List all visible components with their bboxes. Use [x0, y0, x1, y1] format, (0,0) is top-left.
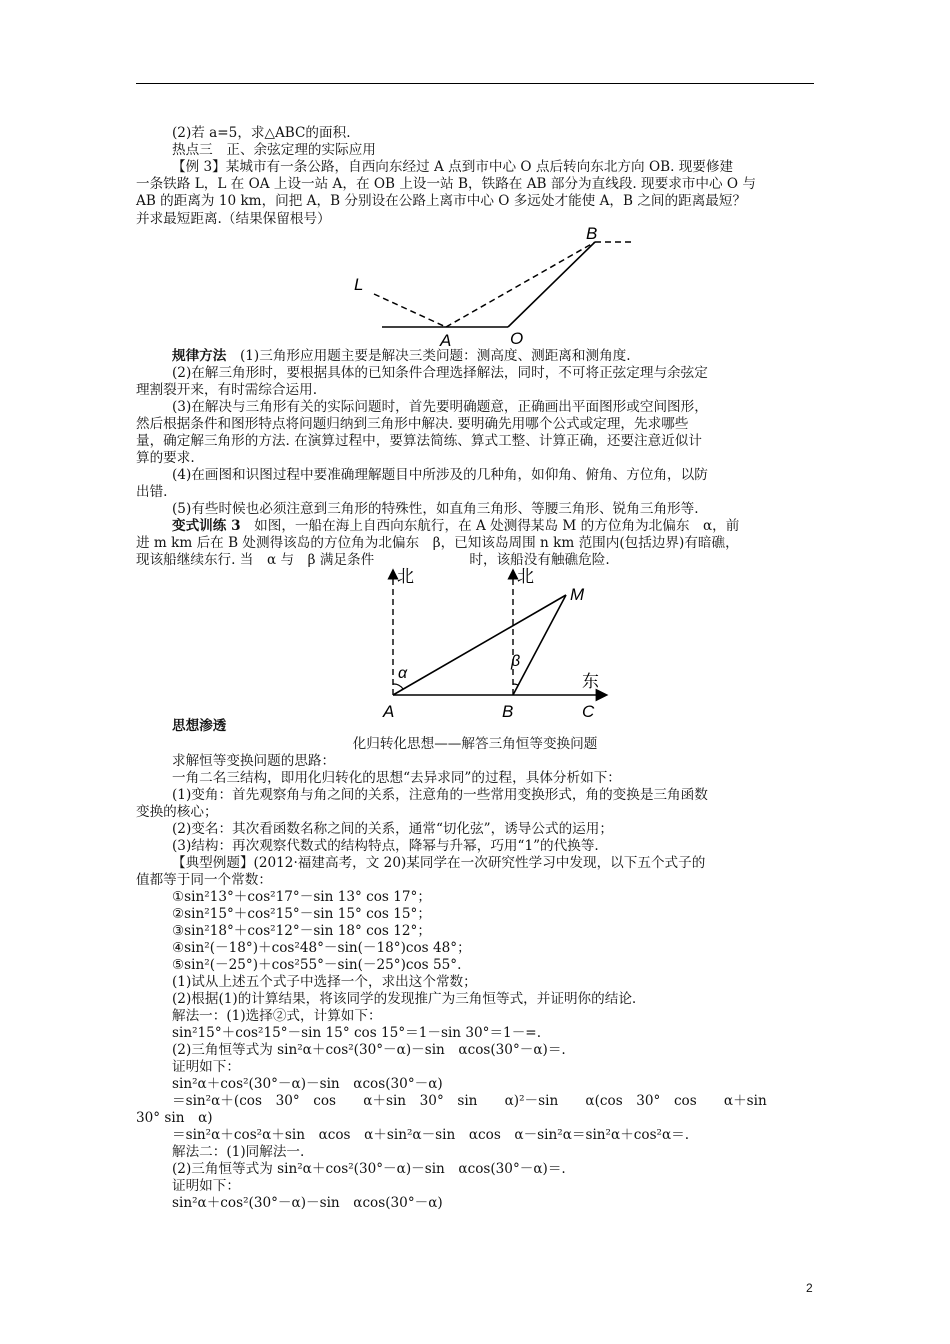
text-line: 理割裂开来，有时需综合运用.	[136, 382, 318, 398]
formula-line: ④sin²(－18°)＋cos²48°－sin(－18°)cos 48°；	[172, 940, 471, 956]
text-line: 证明如下：	[172, 1178, 240, 1194]
text-line	[172, 518, 739, 535]
label-L: L	[354, 275, 364, 294]
text-line: 算的要求.	[136, 450, 195, 466]
text-line: 现该船继续东行. 当 α 与 β 满足条件 时，该船没有触礁危险.	[136, 552, 610, 568]
text-line: 解法二：(1)同解法一.	[172, 1144, 305, 1160]
text-line: 【例 3】某城市有一条公路，自西向东经过 A 点到市中心 O 点后转向东北方向 OB. 现要修建	[172, 159, 734, 175]
text-line: 证明如下：	[172, 1059, 240, 1075]
text-line: (1)试从上述五个式子中选择一个，求出这个常数；	[172, 974, 477, 990]
page-number: 2	[806, 1281, 813, 1295]
formula-line: (2)三角恒等式为 sin²α＋cos²(30°－α)－sin αcos(30°－α)＝.	[172, 1042, 566, 1058]
label-B: B	[586, 224, 598, 243]
text-line: 进 m km 后在 B 处测得该岛的方位角为北偏东 β，已知该岛周围 n km 范围内(包括边界)有暗礁，	[136, 535, 739, 551]
text-line: 量，确定解三角形的方法. 在演算过程中，要算法简练、算式工整、计算正确，还要注意近似计	[136, 433, 702, 449]
formula-line: ＝sin²α＋(cos 30° cos α＋sin 30° sin α)²－sin α(cos 30° cos α＋sin	[172, 1093, 767, 1109]
text-line: (5)有些时候也必须注意到三角形的特殊性，如直角三角形、等腰三角形、锐角三角形等.	[172, 501, 699, 517]
label-north-1: 北	[397, 567, 414, 586]
inline-text: 如图，一船在海上自西向东航行，在 A 处测得某岛 M 的方位角为北偏东 α，前	[240, 518, 740, 534]
label-A: A	[440, 331, 452, 348]
text-line: 出错.	[136, 484, 168, 500]
label-alpha: α	[398, 665, 408, 682]
text-line: (4)在画图和识图过程中要准确理解题目中所涉及的几种角，如仰角、俯角、方位角，以防	[172, 467, 708, 483]
label-O: O	[510, 329, 524, 348]
text-line: 并求最短距离.（结果保留根号）	[136, 211, 331, 227]
text-line: 值都等于同一个常数：	[136, 872, 272, 888]
figure-ship-island	[370, 562, 620, 722]
inline-label: 变式训练 3	[172, 518, 241, 534]
section-heading: 热点三 正、余弦定理的实际应用	[172, 142, 376, 158]
label-north-2: 北	[517, 567, 534, 586]
figure-road-railway	[340, 218, 640, 348]
header-rule	[136, 83, 814, 84]
railway-dashed-left	[374, 294, 446, 327]
text-line: (1)变角：首先观察角与角之间的关系，注意角的一些常用变换形式，角的变换是三角函数	[172, 787, 708, 803]
label-beta: β	[511, 653, 521, 670]
label-east: 东	[582, 672, 599, 691]
formula-line: ③sin²18°＋cos²12°－sin 18° cos 12°；	[172, 923, 431, 939]
text-line: 变换的核心；	[136, 804, 218, 820]
formula-line: 30° sin α)	[136, 1110, 213, 1126]
text-line: 求解恒等变换问题的思路：	[172, 753, 336, 769]
text-line: (2)变名：其次看函数名称之间的关系，通常“切化弦”，诱导公式的运用；	[172, 821, 613, 837]
label-M: M	[570, 585, 585, 604]
text-line: 【典型例题】(2012·福建高考，文 20)某同学在一次研究性学习中发现，以下五个式子的	[172, 855, 706, 871]
text-line: (3)结构：再次观察代数式的结构特点，降幂与升幂，巧用“1”的代换等.	[172, 838, 599, 854]
section-heading: 思想渗透	[172, 718, 227, 734]
formula-line: ①sin²13°＋cos²17°－sin 13° cos 17°；	[172, 889, 431, 905]
text-line: (2)根据(1)的计算结果，将该同学的发现推广为三角恒等式，并证明你的结论.	[172, 991, 637, 1007]
road-northeast	[508, 242, 595, 327]
inline-text: (1)三角形应用题主要是解决三类问题：测高度、测距离和测角度.	[226, 348, 631, 364]
formula-line: ⑤sin²(－25°)＋cos²55°－sin(－25°)cos 55°.	[172, 957, 462, 973]
inline-label: 规律方法	[172, 348, 227, 364]
label-A: A	[383, 702, 395, 721]
text-line: (3)在解决与三角形有关的实际问题时，首先要明确题意，正确画出平面图形或空间图形，	[172, 399, 708, 415]
text-line: 一条铁路 L，L 在 OA 上设一站 A，在 OB 上设一站 B，铁路在 AB 部分为直线段. 现要求市中心 O 与	[136, 176, 756, 192]
text-line: 一角二名三结构，即用化归转化的思想“去异求同”的过程，具体分析如下：	[172, 770, 621, 786]
angle-beta-arc	[513, 684, 518, 685]
section-subtitle: 化归转化思想——解答三角恒等变换问题	[352, 736, 598, 752]
label-B: B	[502, 702, 514, 721]
text-line: AB 的距离为 10 km，问把 A，B 分别设在公路上离市中心 O 多远处才能使 A，B 之间的距离最短？	[136, 193, 747, 209]
formula-line: sin²α＋cos²(30°－α)－sin αcos(30°－α)	[172, 1195, 443, 1211]
formula-line: ＝sin²α＋cos²α＋sin αcos α＋sin²α－sin αcos α－sin²α＝sin²α＋cos²α＝.	[172, 1127, 690, 1143]
label-C: C	[582, 702, 595, 721]
formula-line: sin²α＋cos²(30°－α)－sin αcos(30°－α)	[172, 1076, 443, 1092]
text-line: (2)若 a=5，求△ABC的面积.	[172, 125, 351, 141]
formula-line: (2)三角恒等式为 sin²α＋cos²(30°－α)－sin αcos(30°－α)＝.	[172, 1161, 566, 1177]
text-line	[172, 348, 631, 365]
angle-alpha-arc	[393, 684, 403, 689]
formula-line: sin²15°＋cos²15°－sin 15° cos 15°＝1－sin 30°＝1－=.	[172, 1025, 542, 1041]
text-line: 然后根据条件和图形特点将问题归纳到三角形中解决. 要明确先用哪个公式或定理，先求哪些	[136, 416, 689, 432]
formula-line: ②sin²15°＋cos²15°－sin 15° cos 15°；	[172, 906, 431, 922]
text-line: 解法一：(1)选择②式，计算如下：	[172, 1008, 382, 1024]
text-line: (2)在解三角形时，要根据具体的已知条件合理选择解法，同时，不可将正弦定理与余弦定	[172, 365, 708, 381]
